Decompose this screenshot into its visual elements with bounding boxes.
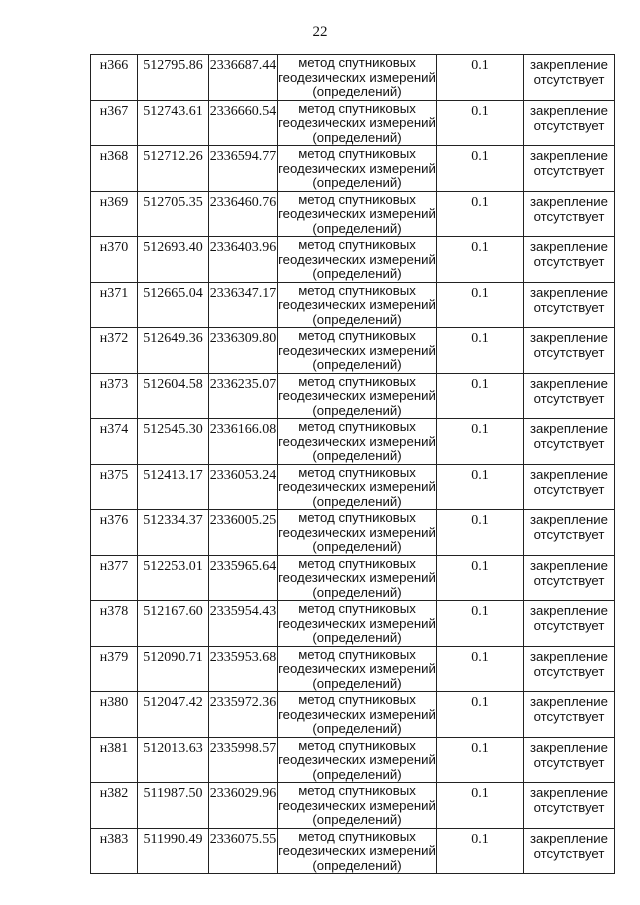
point-id-cell: н379 (91, 646, 138, 692)
table-row (91, 282, 615, 328)
fixing-cell: закрепление отсутствует (524, 237, 615, 283)
table-row (91, 692, 615, 738)
fixing-cell: закрепление отсутствует (524, 783, 615, 829)
coord-x-cell: 512253.01 (138, 555, 209, 601)
table-row (91, 737, 615, 783)
coord-y-cell: 2336029.96 (209, 783, 278, 829)
coord-y-cell: 2336166.08 (209, 419, 278, 465)
precision-cell: 0.1 (437, 237, 524, 283)
point-id-cell: н374 (91, 419, 138, 465)
precision-cell: 0.1 (437, 328, 524, 374)
method-cell: метод спутниковых геодезических измерений (определений) (278, 237, 436, 281)
method-cell: метод спутниковых геодезических измерений (определений) (278, 282, 436, 327)
fixing-cell: закрепление отсутствует (524, 510, 615, 556)
method-cell: метод спутниковых геодезических измерений (определений) (278, 419, 436, 463)
table-row (91, 146, 615, 192)
coord-y-cell: 2336347.17 (209, 282, 278, 328)
fixing-cell: закрепление отсутствует (524, 373, 615, 419)
precision-cell: 0.1 (437, 828, 524, 874)
coord-y-cell: 2335998.57 (209, 737, 278, 783)
precision-cell: 0.1 (437, 601, 524, 647)
coord-x-cell: 512795.86 (138, 55, 209, 101)
table-row (91, 100, 615, 146)
coord-y-cell: 2336235.07 (209, 373, 278, 419)
precision-cell: 0.1 (437, 464, 524, 510)
method-cell: метод спутниковых геодезических измерений (определений) (278, 783, 436, 827)
point-id-cell: н380 (91, 692, 138, 738)
point-id-cell: н368 (91, 146, 138, 192)
page-number: 22 (312, 24, 328, 40)
table-row (91, 328, 615, 374)
precision-cell: 0.1 (437, 646, 524, 692)
method-cell: метод спутниковых геодезических измерений (определений) (278, 828, 436, 873)
table-row (91, 601, 615, 647)
fixing-cell: закрепление отсутствует (524, 100, 615, 146)
method-cell: метод спутниковых геодезических измерений (определений) (278, 646, 436, 691)
table-row (91, 191, 615, 237)
coord-y-cell: 2335965.64 (209, 555, 278, 601)
coord-y-cell: 2336309.80 (209, 328, 278, 374)
method-cell: метод спутниковых геодезических измерений (определений) (278, 55, 436, 99)
fixing-cell: закрепление отсутствует (524, 464, 615, 510)
table-row (91, 783, 615, 829)
boundary-points-table (90, 54, 615, 874)
coord-x-cell: 512712.26 (138, 146, 209, 192)
precision-cell: 0.1 (437, 373, 524, 419)
coord-y-cell: 2336075.55 (209, 828, 278, 874)
point-id-cell: н381 (91, 737, 138, 783)
coord-x-cell: 511990.49 (138, 828, 209, 874)
point-id-cell: н373 (91, 373, 138, 419)
method-cell: метод спутниковых геодезических измерений (определений) (278, 191, 436, 236)
precision-cell: 0.1 (437, 692, 524, 738)
fixing-cell: закрепление отсутствует (524, 55, 615, 101)
coord-y-cell: 2336460.76 (209, 191, 278, 237)
table-row (91, 510, 615, 556)
fixing-cell: закрепление отсутствует (524, 419, 615, 465)
coord-y-cell: 2335953.68 (209, 646, 278, 692)
point-id-cell: н377 (91, 555, 138, 601)
precision-cell: 0.1 (437, 146, 524, 192)
table-row (91, 555, 615, 601)
point-id-cell: н383 (91, 828, 138, 874)
precision-cell: 0.1 (437, 737, 524, 783)
method-cell: метод спутниковых геодезических измерений (определений) (278, 601, 436, 645)
coord-x-cell: 512545.30 (138, 419, 209, 465)
fixing-cell: закрепление отсутствует (524, 191, 615, 237)
point-id-cell: н370 (91, 237, 138, 283)
point-id-cell: н366 (91, 55, 138, 101)
table-row (91, 464, 615, 510)
coord-y-cell: 2336053.24 (209, 464, 278, 510)
coord-y-cell: 2336660.54 (209, 100, 278, 146)
point-id-cell: н369 (91, 191, 138, 237)
coord-x-cell: 512693.40 (138, 237, 209, 283)
fixing-cell: закрепление отсутствует (524, 601, 615, 647)
point-id-cell: н375 (91, 464, 138, 510)
method-cell: метод спутниковых геодезических измерений (определений) (278, 692, 436, 736)
point-id-cell: н371 (91, 282, 138, 328)
coord-y-cell: 2336687.44 (209, 55, 278, 101)
coord-y-cell: 2336403.96 (209, 237, 278, 283)
precision-cell: 0.1 (437, 783, 524, 829)
table-row (91, 237, 615, 283)
point-id-cell: н376 (91, 510, 138, 556)
method-cell: метод спутниковых геодезических измерений (определений) (278, 373, 436, 418)
point-id-cell: н382 (91, 783, 138, 829)
precision-cell: 0.1 (437, 100, 524, 146)
precision-cell: 0.1 (437, 555, 524, 601)
fixing-cell: закрепление отсутствует (524, 555, 615, 601)
fixing-cell: закрепление отсутствует (524, 146, 615, 192)
coord-x-cell: 512167.60 (138, 601, 209, 647)
table-row (91, 828, 615, 874)
fixing-cell: закрепление отсутствует (524, 646, 615, 692)
table-row (91, 373, 615, 419)
method-cell: метод спутниковых геодезических измерений (определений) (278, 100, 436, 145)
precision-cell: 0.1 (437, 191, 524, 237)
coord-y-cell: 2336594.77 (209, 146, 278, 192)
point-id-cell: н372 (91, 328, 138, 374)
fixing-cell: закрепление отсутствует (524, 328, 615, 374)
point-id-cell: н367 (91, 100, 138, 146)
point-id-cell: н378 (91, 601, 138, 647)
coord-y-cell: 2335954.43 (209, 601, 278, 647)
precision-cell: 0.1 (437, 282, 524, 328)
table-row (91, 419, 615, 465)
method-cell: метод спутниковых геодезических измерений (определений) (278, 464, 436, 509)
coord-x-cell: 512334.37 (138, 510, 209, 556)
coord-x-cell: 512649.36 (138, 328, 209, 374)
fixing-cell: закрепление отсутствует (524, 282, 615, 328)
method-cell: метод спутниковых геодезических измерений (определений) (278, 737, 436, 782)
method-cell: метод спутниковых геодезических измерений (определений) (278, 510, 436, 554)
coord-y-cell: 2335972.36 (209, 692, 278, 738)
method-cell: метод спутниковых геодезических измерений (определений) (278, 328, 436, 372)
precision-cell: 0.1 (437, 55, 524, 101)
precision-cell: 0.1 (437, 419, 524, 465)
coord-x-cell: 511987.50 (138, 783, 209, 829)
precision-cell: 0.1 (437, 510, 524, 556)
fixing-cell: закрепление отсутствует (524, 737, 615, 783)
coord-x-cell: 512090.71 (138, 646, 209, 692)
coord-x-cell: 512047.42 (138, 692, 209, 738)
coord-y-cell: 2336005.25 (209, 510, 278, 556)
fixing-cell: закрепление отсутствует (524, 828, 615, 874)
table-row (91, 646, 615, 692)
coord-x-cell: 512705.35 (138, 191, 209, 237)
method-cell: метод спутниковых геодезических измерений (определений) (278, 555, 436, 600)
fixing-cell: закрепление отсутствует (524, 692, 615, 738)
coord-x-cell: 512665.04 (138, 282, 209, 328)
table-row (91, 55, 615, 101)
table-body (91, 55, 615, 874)
coord-x-cell: 512604.58 (138, 373, 209, 419)
coord-x-cell: 512013.63 (138, 737, 209, 783)
coord-x-cell: 512743.61 (138, 100, 209, 146)
method-cell: метод спутниковых геодезических измерений (определений) (278, 146, 436, 190)
coord-x-cell: 512413.17 (138, 464, 209, 510)
